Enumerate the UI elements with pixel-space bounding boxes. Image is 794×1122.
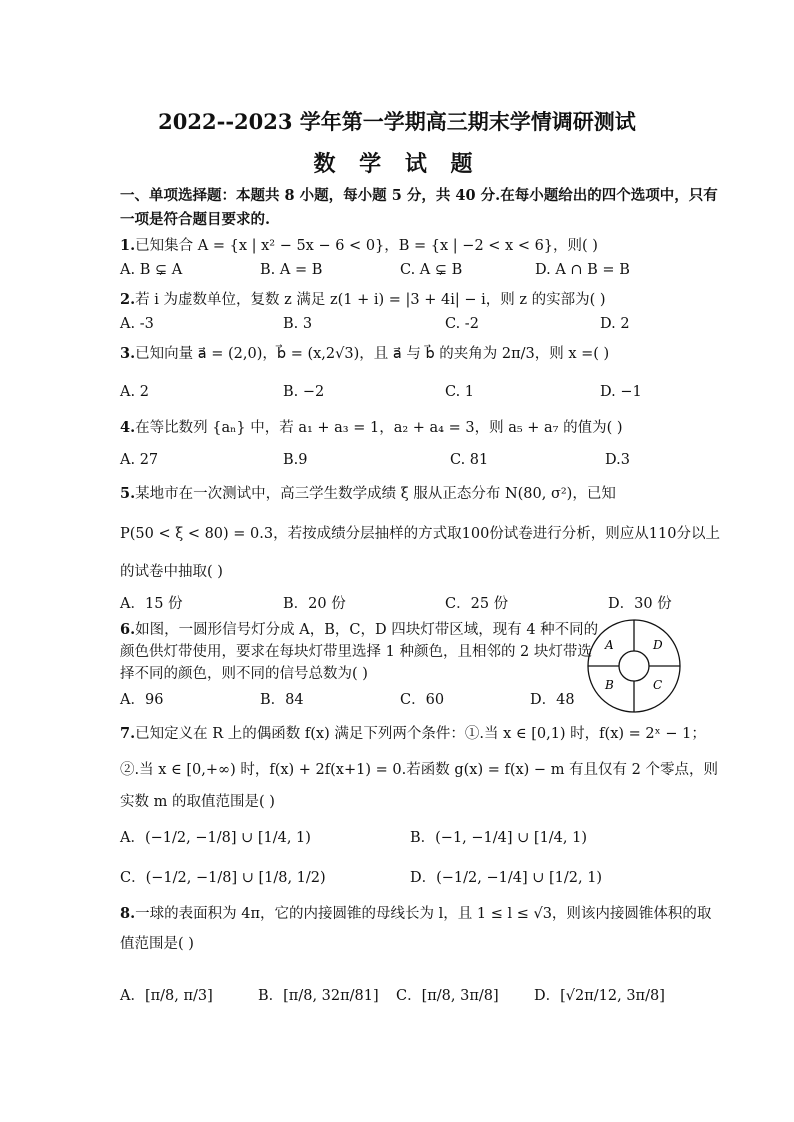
- question-number: 4.: [120, 419, 136, 436]
- option-c: C．(−1/2, −1/8] ∪ [1/8, 1/2): [120, 870, 326, 886]
- option-a: A．96: [120, 692, 164, 708]
- option-d: D．30 份: [608, 596, 672, 612]
- question-2-options: [120, 316, 680, 340]
- option-b: B. A = B: [260, 262, 323, 278]
- option-c: C．25 份: [445, 596, 509, 612]
- exam-title: 2022--2023 学年第一学期高三期末学情调研测试: [158, 109, 636, 134]
- question-stem: 已知集合 A = {x | x² − 5x − 6 < 0}，B = {x | −2 < x < 6}，则( ): [135, 238, 598, 254]
- question-5-line1: [120, 484, 680, 504]
- question-number: 5.: [120, 485, 136, 502]
- option-b: B．20 份: [283, 596, 346, 612]
- question-stem: 某地市在一次测试中，高三学生数学成绩 ξ 服从正态分布 N(80, σ²)，已知: [135, 486, 616, 502]
- option-d: D．[√2π/12, 3π/8]: [534, 988, 665, 1004]
- question-stem: 若 i 为虚数单位，复数 z 满足 z(1 + i) = |3 + 4i| − i，则 z 的实部为( ): [135, 292, 606, 308]
- option-c: C．60: [400, 692, 445, 708]
- option-c: C. A ⊊ B: [400, 262, 463, 278]
- question-5-line3: 的试卷中抽取( ): [120, 564, 223, 580]
- question-3-options: [120, 384, 680, 408]
- question-7-options-row1: [120, 826, 680, 850]
- question-stem: 一球的表面积为 4π，它的内接圆锥的母线长为 l，且 1 ≤ l ≤ √3，则该内接圆锥体积的取: [135, 906, 712, 922]
- option-b: B．(−1, −1/4] ∪ [1/4, 1): [410, 830, 588, 846]
- question-4-options: [120, 452, 680, 476]
- section-heading-line1: 一、单项选择题：本题共 8 小题，每小题 5 分，共 40 分.在每小题给出的四个选项中，只有: [120, 187, 718, 204]
- option-b: B.9: [283, 452, 308, 468]
- question-7-line1: [120, 724, 706, 744]
- question-number: 3.: [120, 345, 136, 362]
- option-b: B．[π/8, 32π/81]: [258, 988, 379, 1004]
- question-7-options-row2: [120, 866, 680, 890]
- region-label-b: B: [605, 678, 614, 692]
- option-d: D. 2: [600, 316, 630, 332]
- question-2: [120, 290, 680, 310]
- question-number: 2.: [120, 291, 136, 308]
- option-a: A．(−1/2, −1/8] ∪ [1/4, 1): [120, 830, 311, 846]
- option-a: A．[π/8, π/3]: [120, 988, 213, 1004]
- question-7-line3: 实数 m 的取值范围是( ): [120, 794, 275, 810]
- question-1-options: [120, 262, 680, 286]
- question-8-line1: [120, 904, 712, 924]
- option-a: A. -3: [120, 316, 154, 332]
- question-3: [120, 344, 680, 364]
- region-label-a: A: [605, 638, 614, 652]
- question-7-line2: ②.当 x ∈ [0,+∞) 时，f(x) + 2f(x+1) = 0.若函数 g(x) = f(x) − m 有且仅有 2 个零点，则: [120, 762, 718, 778]
- question-number: 6.: [120, 621, 136, 638]
- option-a: A. B ⊊ A: [120, 262, 183, 278]
- option-d: D．(−1/2, −1/4] ∪ [1/2, 1): [410, 870, 603, 886]
- question-number: 8.: [120, 905, 136, 922]
- option-c: C. -2: [445, 316, 479, 332]
- exam-subtitle: 数 学 试 题: [313, 151, 481, 177]
- question-stem: 如图，一圆形信号灯分成 A，B，C，D 四块灯带区域，现有 4 种不同的: [135, 622, 599, 638]
- option-c: C. 1: [445, 384, 475, 400]
- option-a: A. 27: [120, 452, 159, 468]
- question-stem: 已知向量 a⃗ = (2,0)，b⃗ = (x,2√3)，且 a⃗ 与 b⃗ 的夹角为 2π/3，则 x =( ): [135, 346, 610, 362]
- option-a: A．15 份: [120, 596, 183, 612]
- question-number: 1.: [120, 237, 136, 254]
- question-8-line2: 值范围是( ): [120, 936, 194, 952]
- option-c: C. 81: [450, 452, 489, 468]
- option-b: B. −2: [283, 384, 325, 400]
- question-5-line2: P(50 < ξ < 80) = 0.3，若按成绩分层抽样的方式取100份试卷进行分析，则应从110分以上: [120, 526, 720, 542]
- question-6-line2: 颜色供灯带使用，要求在每块灯带里选择 1 种颜色，且相邻的 2 块灯带选: [120, 644, 592, 660]
- option-d: D.3: [605, 452, 630, 468]
- question-6-line3: 择不同的颜色，则不同的信号总数为( ): [120, 666, 368, 682]
- option-b: B．84: [260, 692, 304, 708]
- question-5-options: [120, 592, 680, 616]
- option-a: A. 2: [120, 384, 149, 400]
- question-1: [120, 236, 680, 256]
- signal-light-figure: [585, 617, 683, 715]
- question-stem: 已知定义在 R 上的偶函数 f(x) 满足下列两个条件：①.当 x ∈ [0,1) 时，f(x) = 2ˣ − 1；: [135, 726, 706, 742]
- option-b: B. 3: [283, 316, 313, 332]
- question-8-options: [120, 984, 680, 1008]
- region-label-c: C: [653, 678, 663, 692]
- option-c: C．[π/8, 3π/8]: [396, 988, 499, 1004]
- question-stem: 在等比数列 {aₙ} 中，若 a₁ + a₃ = 1，a₂ + a₄ = 3，则 a₅ + a₇ 的值为( ): [135, 420, 623, 436]
- option-d: D．48: [530, 692, 575, 708]
- section-heading-line2: 一项是符合题目要求的.: [120, 211, 271, 228]
- option-d: D. −1: [600, 384, 642, 400]
- region-label-d: D: [653, 638, 663, 652]
- question-number: 7.: [120, 725, 136, 742]
- question-4: [120, 418, 680, 438]
- question-6-line1: [120, 620, 599, 640]
- option-d: D. A ∩ B = B: [535, 262, 630, 278]
